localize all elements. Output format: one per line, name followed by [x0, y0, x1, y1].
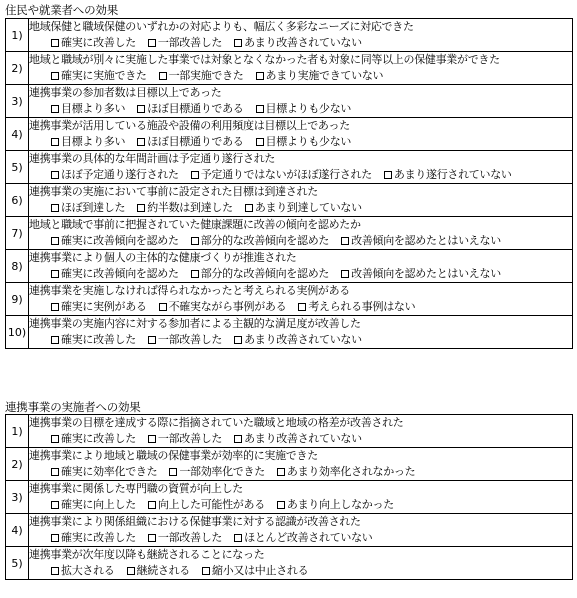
checkbox-option[interactable] — [148, 497, 265, 513]
question-text: 連携事業により関係組織における保健事業に対する認識が改善された — [29, 515, 361, 528]
question-body — [29, 481, 573, 514]
checkbox-label: 確実に改善した — [61, 531, 136, 544]
question-number: 4) — [6, 118, 29, 151]
question-number: 3) — [6, 481, 29, 514]
checkbox-option[interactable] — [137, 134, 243, 150]
checkbox-label: あまり改善されていない — [244, 432, 362, 445]
checkbox-option[interactable] — [256, 101, 352, 117]
checkbox-label: 部分的な改善傾向を認めた — [200, 234, 330, 247]
checkbox[interactable] — [137, 138, 145, 146]
checkbox-label: 部分的な改善傾向を認めた — [200, 267, 330, 280]
options-row — [29, 332, 572, 348]
residents-effects-table — [5, 18, 573, 349]
options-row — [29, 530, 572, 546]
checkbox[interactable] — [384, 171, 392, 179]
checkbox[interactable] — [51, 171, 59, 179]
checkbox-label: 確実に改善した — [61, 432, 136, 445]
checkbox-label: あまり実施できていない — [265, 69, 384, 82]
options-row — [29, 134, 572, 150]
question-number: 2) — [6, 448, 29, 481]
checkbox-label: 継続される — [136, 564, 190, 577]
checkbox-option[interactable] — [234, 530, 372, 546]
checkbox-label: 一部実施できた — [168, 69, 244, 82]
options-row — [29, 167, 572, 183]
checkbox[interactable] — [234, 39, 242, 47]
question-body — [29, 415, 573, 448]
checkbox-option[interactable] — [51, 266, 179, 282]
question-number: 9) — [6, 283, 29, 316]
question-body — [29, 283, 573, 316]
question-body — [29, 184, 573, 217]
checkbox[interactable] — [148, 435, 156, 443]
checkbox-option[interactable] — [341, 266, 501, 282]
checkbox-option[interactable] — [51, 134, 125, 150]
checkbox-option[interactable] — [51, 497, 136, 513]
question-row — [6, 52, 573, 85]
checkbox[interactable] — [51, 501, 59, 509]
options-row — [29, 464, 572, 480]
question-text: 連携事業により地域と職域の保健事業が効率的に実施できた — [29, 449, 318, 462]
options-row — [29, 497, 572, 513]
checkbox[interactable] — [51, 270, 59, 278]
question-body — [29, 118, 573, 151]
checkbox-label: 改善傾向を認めたとはいえない — [351, 234, 501, 247]
question-number: 3) — [6, 85, 29, 118]
question-number: 2) — [6, 52, 29, 85]
checkbox-option[interactable] — [277, 497, 394, 513]
checkbox-label: 目標よりも少ない — [265, 102, 352, 115]
question-text: 連携事業の具体的な年間計画は予定通り遂行された — [29, 152, 276, 165]
question-number: 10) — [6, 316, 29, 349]
question-text: 連携事業の参加者数は目標以上であった — [29, 86, 222, 99]
checkbox-option[interactable] — [191, 167, 372, 183]
checkbox[interactable] — [51, 72, 59, 80]
checkbox-label: ほぼ目標通りである — [147, 135, 244, 148]
checkbox[interactable] — [148, 336, 156, 344]
checkbox-label: あまり向上しなかった — [286, 498, 394, 511]
question-row — [6, 217, 573, 250]
checkbox-label: ほとんど改善されていない — [244, 531, 373, 544]
checkbox[interactable] — [137, 204, 145, 212]
question-text: 連携事業の実施内容に対する参加者による主観的な満足度が改善した — [29, 317, 361, 330]
checkbox-label: 確実に実例がある — [61, 300, 147, 313]
question-number: 6) — [6, 184, 29, 217]
checkbox[interactable] — [191, 171, 199, 179]
question-body — [29, 547, 573, 580]
question-text: 地域と職域で事前に把握されていた健康課題に改善の傾向を認めたか — [29, 218, 361, 231]
checkbox-label: あまり改善されていない — [244, 333, 362, 346]
checkbox-option[interactable] — [234, 332, 362, 348]
checkbox[interactable] — [51, 204, 59, 212]
checkbox[interactable] — [277, 501, 285, 509]
checkbox-label: 向上した可能性がある — [157, 498, 265, 511]
checkbox[interactable] — [148, 501, 156, 509]
checkbox-label: 確実に実施できた — [61, 69, 147, 82]
checkbox-option[interactable] — [137, 200, 233, 216]
checkbox-option[interactable] — [191, 233, 329, 249]
question-text: 連携事業に関係した専門職の資質が向上した — [29, 482, 243, 495]
question-text: 連携事業により個人の主体的な健康づくりが推進された — [29, 251, 297, 264]
question-row — [6, 448, 573, 481]
checkbox-label: 改善傾向を認めたとはいえない — [351, 267, 501, 280]
checkbox-label: 一部改善した — [157, 36, 223, 49]
checkbox[interactable] — [341, 237, 349, 245]
checkbox-label: 考えられる事例はない — [308, 300, 416, 313]
checkbox-option[interactable] — [51, 530, 136, 546]
checkbox[interactable] — [234, 336, 242, 344]
checkbox-option[interactable] — [169, 464, 265, 480]
checkbox[interactable] — [256, 105, 264, 113]
question-body — [29, 316, 573, 349]
checkbox-label: 拡大される — [61, 564, 115, 577]
question-body — [29, 514, 573, 547]
checkbox[interactable] — [191, 237, 199, 245]
options-row — [29, 563, 572, 579]
options-row — [29, 101, 572, 117]
question-text: 連携事業を実施しなければ得られなかったと考えられる実例がある — [29, 284, 350, 297]
checkbox-option[interactable] — [51, 35, 136, 51]
checkbox-label: あまり遂行されていない — [393, 168, 512, 181]
question-number: 5) — [6, 547, 29, 580]
checkbox-label: 一部改善した — [157, 432, 223, 445]
checkbox-option[interactable] — [51, 431, 136, 447]
checkbox-option[interactable] — [51, 563, 115, 579]
question-body — [29, 151, 573, 184]
checkbox-option[interactable] — [51, 299, 147, 315]
checkbox-option[interactable] — [51, 332, 136, 348]
checkbox-option[interactable] — [51, 200, 125, 216]
question-text: 地域保健と職域保健のいずれかの対応よりも、幅広く多彩なニーズに対応できた — [29, 20, 414, 33]
checkbox[interactable] — [298, 303, 306, 311]
question-number: 5) — [6, 151, 29, 184]
checkbox[interactable] — [51, 39, 59, 47]
checkbox-label: 縮小又は中止される — [212, 564, 309, 577]
checkbox[interactable] — [256, 138, 264, 146]
checkbox-option[interactable] — [298, 299, 415, 315]
checkbox[interactable] — [51, 336, 59, 344]
question-row — [6, 184, 573, 217]
question-row — [6, 118, 573, 151]
options-row — [29, 233, 572, 249]
question-row — [6, 415, 573, 448]
checkbox-label: ほぼ目標通りである — [147, 102, 244, 115]
checkbox-label: 確実に改善傾向を認めた — [61, 267, 179, 280]
checkbox-option[interactable] — [51, 101, 125, 117]
checkbox-label: あまり到達していない — [254, 201, 362, 214]
checkbox-label: 約半数は到達した — [147, 201, 233, 214]
checkbox-option[interactable] — [127, 563, 191, 579]
checkbox[interactable] — [234, 435, 242, 443]
checkbox-label: 確実に改善傾向を認めた — [61, 234, 179, 247]
checkbox[interactable] — [159, 303, 167, 311]
checkbox[interactable] — [51, 567, 59, 575]
question-text: 連携事業の目標を達成する際に指摘されていた職域と地域の格差が改善された — [29, 416, 404, 429]
section-title-residents: 住民や就業者への効果 — [5, 3, 118, 17]
checkbox[interactable] — [256, 72, 264, 80]
checkbox-option[interactable] — [159, 68, 244, 84]
checkbox[interactable] — [51, 534, 59, 542]
checkbox[interactable] — [51, 105, 59, 113]
checkbox-option[interactable] — [191, 266, 329, 282]
checkbox[interactable] — [169, 468, 177, 476]
checkbox-label: 目標より多い — [61, 102, 126, 115]
options-row — [29, 299, 572, 315]
options-row — [29, 68, 572, 84]
checkbox-option[interactable] — [341, 233, 501, 249]
checkbox-option[interactable] — [277, 464, 415, 480]
checkbox[interactable] — [51, 468, 59, 476]
question-number: 1) — [6, 415, 29, 448]
checkbox-option[interactable] — [148, 332, 222, 348]
question-row — [6, 151, 573, 184]
checkbox-label: 一部改善した — [157, 531, 223, 544]
section-title-implementers: 連携事業の実施者への効果 — [5, 400, 141, 414]
question-body — [29, 85, 573, 118]
checkbox-label: あまり効率化されなかった — [286, 465, 416, 478]
question-body — [29, 217, 573, 250]
checkbox-option[interactable] — [51, 233, 179, 249]
checkbox-label: 一部改善した — [157, 333, 223, 346]
checkbox-label: 不確実ながら事例がある — [168, 300, 287, 313]
checkbox[interactable] — [127, 567, 135, 575]
question-text: 連携事業が活用している施設や設備の利用頻度は目標以上であった — [29, 119, 350, 132]
checkbox[interactable] — [159, 72, 167, 80]
checkbox-option[interactable] — [384, 167, 512, 183]
checkbox-option[interactable] — [137, 101, 243, 117]
checkbox[interactable] — [137, 105, 145, 113]
checkbox[interactable] — [51, 237, 59, 245]
question-row — [6, 316, 573, 349]
checkbox-option[interactable] — [148, 431, 222, 447]
checkbox-option[interactable] — [256, 134, 352, 150]
options-row — [29, 200, 572, 216]
question-number: 4) — [6, 514, 29, 547]
checkbox[interactable] — [51, 138, 59, 146]
checkbox[interactable] — [148, 534, 156, 542]
checkbox-option[interactable] — [256, 68, 384, 84]
checkbox-label: 一部効率化できた — [179, 465, 265, 478]
question-number: 1) — [6, 19, 29, 52]
checkbox-option[interactable] — [51, 464, 157, 480]
checkbox[interactable] — [234, 534, 242, 542]
checkbox-option[interactable] — [148, 530, 222, 546]
checkbox-option[interactable] — [202, 563, 308, 579]
checkbox[interactable] — [51, 303, 59, 311]
question-row — [6, 19, 573, 52]
checkbox-label: ほぼ予定通り遂行された — [61, 168, 179, 181]
checkbox-option[interactable] — [159, 299, 287, 315]
checkbox[interactable] — [191, 270, 199, 278]
checkbox[interactable] — [202, 567, 210, 575]
checkbox-label: 予定通りではないがほぼ遂行された — [200, 168, 372, 181]
question-text: 連携事業の実施において事前に設定された目標は到達された — [29, 185, 318, 198]
options-row — [29, 431, 572, 447]
question-body — [29, 52, 573, 85]
checkbox[interactable] — [245, 204, 253, 212]
implementers-effects-table — [5, 414, 573, 580]
options-row — [29, 266, 572, 282]
checkbox-option[interactable] — [234, 35, 362, 51]
question-text: 連携事業が次年度以降も継続されることになった — [29, 548, 265, 561]
checkbox-label: 目標よりも少ない — [265, 135, 352, 148]
checkbox-label: あまり改善されていない — [244, 36, 362, 49]
checkbox[interactable] — [148, 39, 156, 47]
checkbox[interactable] — [341, 270, 349, 278]
checkbox-label: 確実に改善した — [61, 36, 136, 49]
checkbox-option[interactable] — [234, 431, 362, 447]
checkbox-option[interactable] — [51, 68, 147, 84]
checkbox-label: ほぼ到達した — [61, 201, 126, 214]
question-body — [29, 19, 573, 52]
checkbox-label: 確実に改善した — [61, 333, 136, 346]
question-number: 7) — [6, 217, 29, 250]
checkbox-option[interactable] — [51, 167, 179, 183]
checkbox-option[interactable] — [245, 200, 362, 216]
question-row — [6, 85, 573, 118]
question-text: 地域と職域が別々に実施した事業では対象となくなかった者も対象に同等以上の保健事業ができた — [29, 53, 500, 66]
checkbox[interactable] — [277, 468, 285, 476]
options-row — [29, 35, 572, 51]
question-row — [6, 481, 573, 514]
checkbox-option[interactable] — [148, 35, 222, 51]
checkbox[interactable] — [51, 435, 59, 443]
question-number: 8) — [6, 250, 29, 283]
question-row — [6, 547, 573, 580]
question-body — [29, 250, 573, 283]
question-row — [6, 283, 573, 316]
checkbox-label: 確実に効率化できた — [61, 465, 158, 478]
question-body — [29, 448, 573, 481]
checkbox-label: 確実に向上した — [61, 498, 136, 511]
checkbox-label: 目標より多い — [61, 135, 126, 148]
question-row — [6, 514, 573, 547]
question-row — [6, 250, 573, 283]
